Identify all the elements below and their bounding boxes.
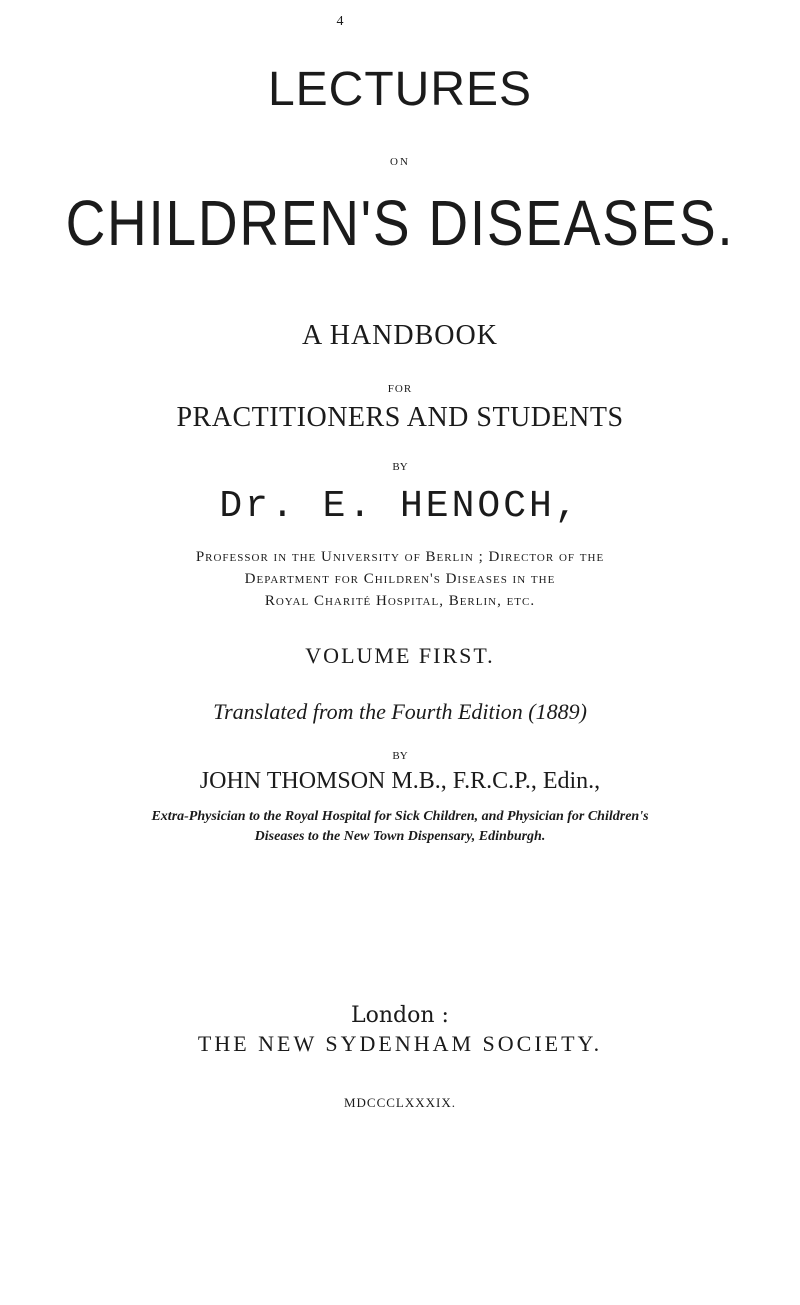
author-title-line: Department for Children's Diseases in the: [244, 571, 556, 587]
publisher-name: THE NEW SYDENHAM SOCIETY.: [197, 1031, 603, 1056]
publication-date: MDCCCLXXXIX.: [343, 1095, 457, 1110]
book-subject: CHILDREN'S DISEASES.: [65, 187, 735, 259]
volume-label: VOLUME FIRST.: [305, 643, 495, 668]
by-translator-connector: BY: [392, 750, 408, 762]
on-connector: ON: [390, 156, 410, 168]
translator-name: JOHN THOMSON M.B., F.R.C.P., Edin.,: [199, 768, 601, 794]
publication-place: London :: [351, 1003, 449, 1028]
book-audience: PRACTITIONERS AND STUDENTS: [176, 402, 624, 433]
by-author-connector: BY: [392, 461, 408, 473]
translation-note: Translated from the Fourth Edition (1889): [213, 699, 587, 724]
book-subtitle: A HANDBOOK: [302, 320, 498, 351]
translator-title-line: Diseases to the New Town Dispensary, Edinburgh.: [254, 829, 546, 844]
book-title: LECTURES: [267, 63, 533, 116]
translator-title-line: Extra-Physician to the Royal Hospital for Sick Children, and Physician for Children's: [151, 809, 649, 824]
shelf-mark: 4: [336, 14, 344, 29]
author-name: Dr. E. HENOCH,: [219, 485, 581, 528]
author-title-line: Professor in the University of Berlin ; Director of the: [195, 549, 605, 565]
for-connector: FOR: [387, 383, 413, 395]
author-title-line: Royal Charité Hospital, Berlin, etc.: [264, 593, 536, 609]
